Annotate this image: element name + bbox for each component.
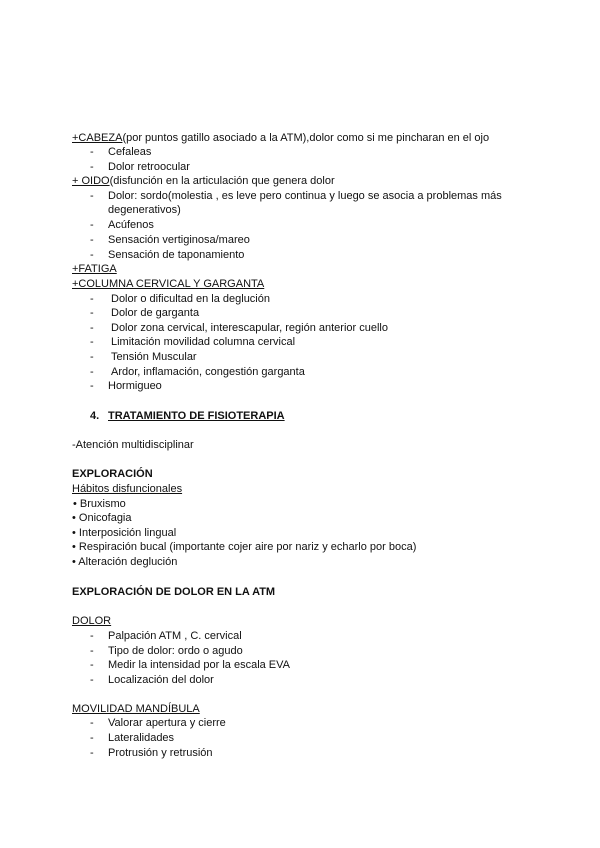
list-item: Localización del dolor <box>108 674 214 686</box>
dash: - <box>90 380 94 392</box>
list-item-continuation: degenerativos) <box>108 204 181 216</box>
oido-note: (disfunción en la articulación que genera dolor <box>109 175 335 187</box>
oido-label: + OIDO <box>72 175 110 187</box>
dash: - <box>90 190 94 202</box>
bullet-item: • Bruxismo <box>73 498 126 510</box>
list-item: Tensión Muscular <box>111 351 197 363</box>
list-item: Palpación ATM , C. cervical <box>108 630 242 642</box>
section-number: 4. <box>90 410 100 422</box>
dolor-label: DOLOR <box>72 615 112 627</box>
dolor-atm-title: EXPLORACIÓN DE DOLOR EN LA ATM <box>72 586 276 598</box>
list-item: Protrusión y retrusión <box>108 747 213 759</box>
dash: - <box>90 322 94 334</box>
dash: - <box>90 645 94 657</box>
list-item: Medir la intensidad por la escala EVA <box>108 659 291 671</box>
list-item: Dolor o dificultad en la deglución <box>111 293 270 305</box>
dash: - <box>90 659 94 671</box>
section-title: TRATAMIENTO DE FISIOTERAPIA <box>108 410 285 422</box>
list-item: Sensación vertiginosa/mareo <box>108 234 250 246</box>
list-item: Lateralidades <box>108 732 175 744</box>
list-item: Valorar apertura y cierre <box>108 717 226 729</box>
bullet-item: • Respiración bucal (importante cojer aire por nariz y echarlo por boca) <box>72 541 417 553</box>
dash: - <box>90 161 94 173</box>
dash: - <box>90 336 94 348</box>
habitos-subtitle: Hábitos disfuncionales <box>72 483 183 495</box>
cabeza-note: (por puntos gatillo asociado a la ATM),dolor como si me pincharan en el ojo <box>122 132 490 144</box>
list-item: Hormigueo <box>108 380 162 392</box>
dash: - <box>90 717 94 729</box>
dash: - <box>90 293 94 305</box>
list-item: Cefaleas <box>108 146 152 158</box>
dash: - <box>90 351 94 363</box>
list-item: Dolor de garganta <box>111 307 200 319</box>
columna-label: +COLUMNA CERVICAL Y GARGANTA <box>72 278 265 290</box>
dash: - <box>90 234 94 246</box>
dash: - <box>90 249 94 261</box>
exploracion-title: EXPLORACIÓN <box>72 468 153 480</box>
list-item: Sensación de taponamiento <box>108 249 245 261</box>
dash: - <box>90 146 94 158</box>
dash: - <box>90 747 94 759</box>
dash: - <box>90 732 94 744</box>
atencion-text: -Atención multidisciplinar <box>72 439 194 451</box>
cabeza-line <box>72 131 489 145</box>
bullet-item: • Onicofagia <box>72 512 132 524</box>
dash: - <box>90 219 94 231</box>
cabeza-label: +CABEZA <box>72 132 123 144</box>
list-item: Dolor zona cervical, interescapular, región anterior cuello <box>111 322 388 334</box>
dash: - <box>90 674 94 686</box>
dash: - <box>90 630 94 642</box>
movilidad-label: MOVILIDAD MANDÍBULA <box>72 703 200 715</box>
bullet-item: • Alteración deglución <box>72 556 178 568</box>
dash: - <box>90 307 94 319</box>
fatiga-label: +FATIGA <box>72 263 117 275</box>
list-item: Tipo de dolor: ordo o agudo <box>108 645 243 657</box>
list-item: Dolor retroocular <box>108 161 190 173</box>
list-item: Dolor: sordo(molestia , es leve pero continua y luego se asocia a problemas más <box>108 190 502 202</box>
list-item: Ardor, inflamación, congestión garganta <box>111 366 305 378</box>
dash: - <box>90 366 94 378</box>
oido-line <box>72 174 335 188</box>
list-item: Limitación movilidad columna cervical <box>111 336 296 348</box>
bullet-item: • Interposición lingual <box>72 527 177 539</box>
list-item: Acúfenos <box>108 219 154 231</box>
